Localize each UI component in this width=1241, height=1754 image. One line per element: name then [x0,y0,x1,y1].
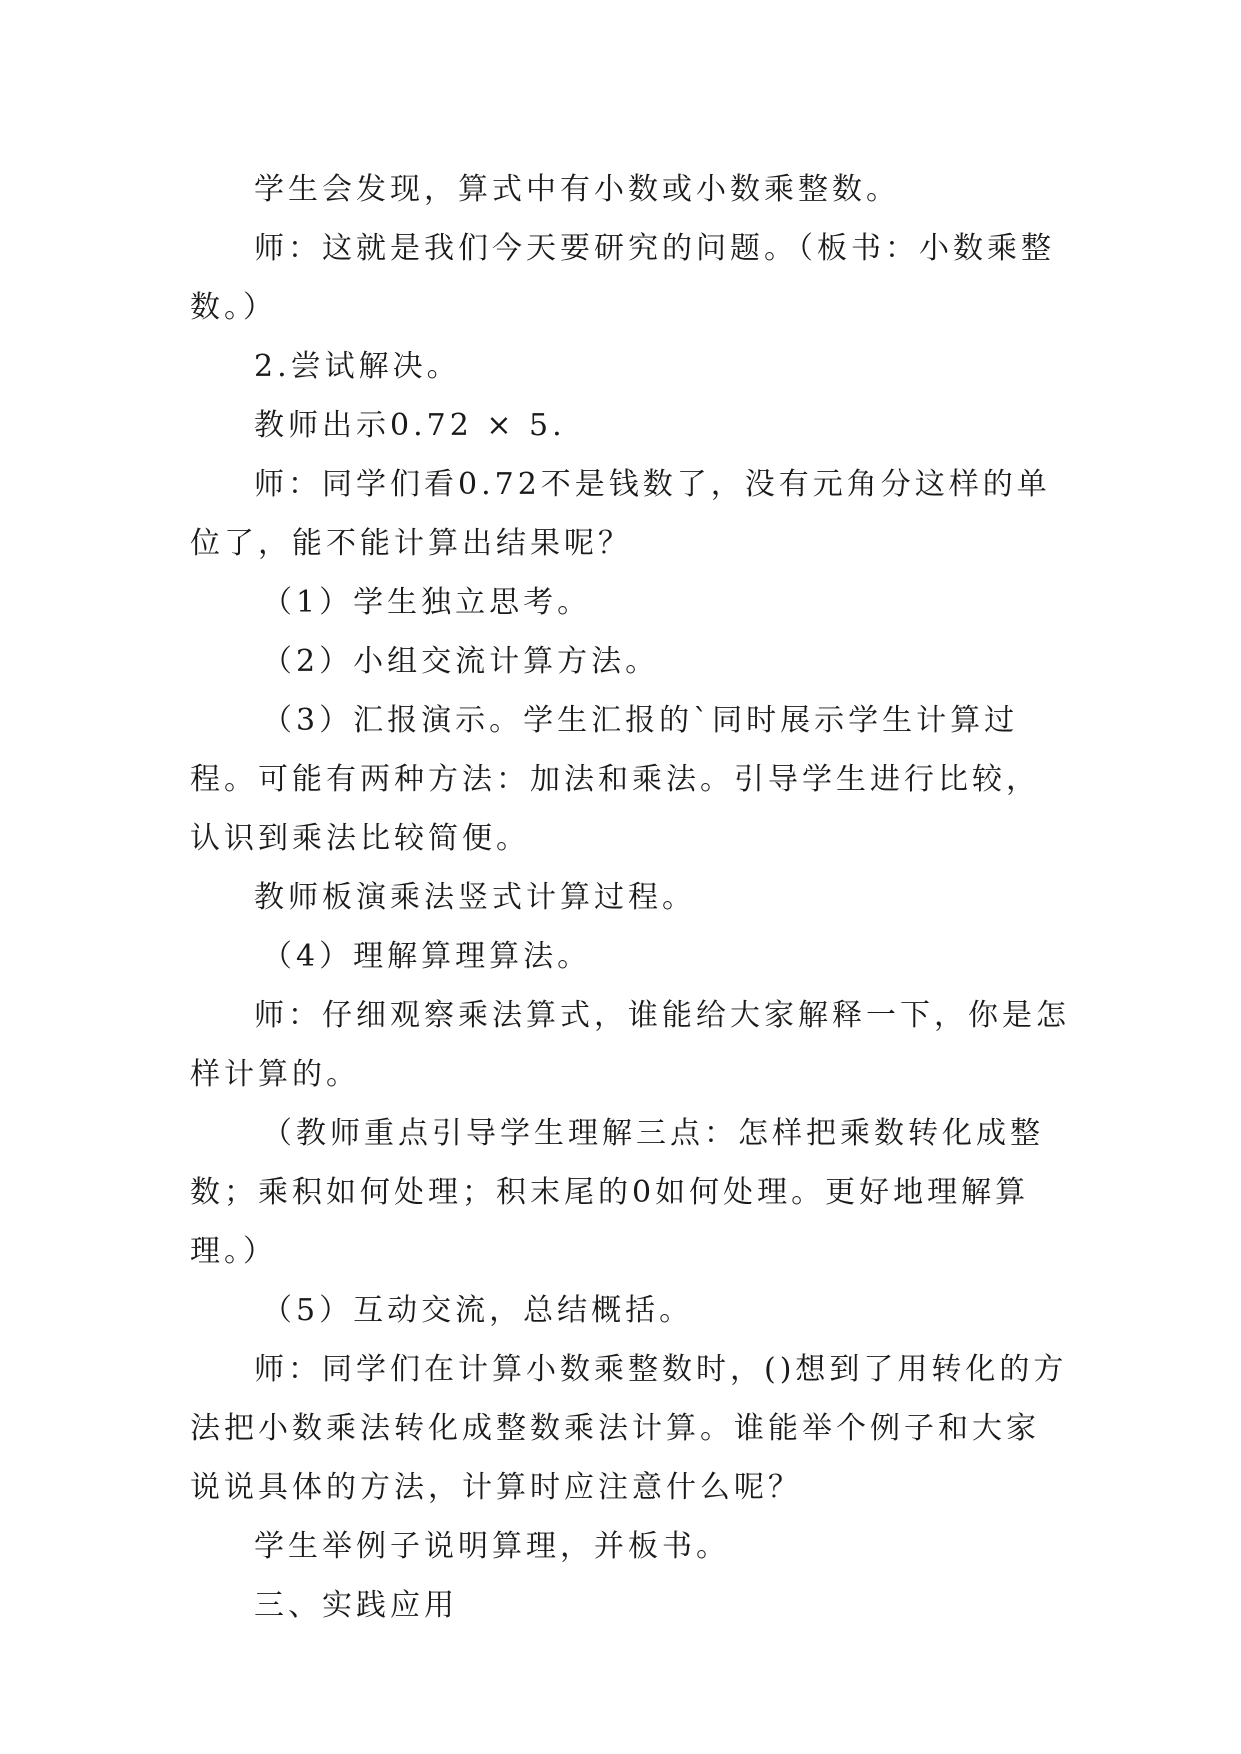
paragraph: （5）互动交流，总结概括。 [262,1293,694,1328]
paragraph: （教师重点引导学生理解三点：怎样把乘数转化成整数；乘积如何处理；积末尾的0如何处理。更好地理解算理。） [190,1116,1044,1269]
section-heading: 三、实践应用 [254,1588,458,1623]
paragraph: （4）理解算理算法。 [262,939,592,974]
paragraph: 2.尝试解决。 [254,349,461,384]
paragraph: 学生举例子说明算理，并板书。 [254,1529,730,1564]
paragraph: （2）小组交流计算方法。 [262,644,660,679]
paragraph: （3）汇报演示。学生汇报的`同时展示学生计算过程。可能有两种方法：加法和乘法。引导学生进行比较，认识到乘法比较简便。 [190,703,1040,856]
paragraph: （1）学生独立思考。 [262,585,592,620]
paragraph: 教师出示0.72 × 5. [254,408,566,443]
paragraph: 学生会发现，算式中有小数或小数乘整数。 [254,172,900,207]
paragraph: 师：同学们在计算小数乘整数时，()想到了用转化的方法把小数乘法转化成整数乘法计算。谁能举个例子和大家说说具体的方法，计算时应注意什么呢？ [190,1352,1068,1505]
paragraph: 师：仔细观察乘法算式，谁能给大家解释一下，你是怎样计算的。 [190,998,1070,1092]
paragraph: 教师板演乘法竖式计算过程。 [254,880,696,915]
paragraph: 师：这就是我们今天要研究的问题。（板书：小数乘整数。） [190,231,1055,325]
document-body [190,160,1070,1635]
paragraph: 师：同学们看0.72不是钱数了，没有元角分这样的单位了，能不能计算出结果呢？ [190,467,1051,561]
